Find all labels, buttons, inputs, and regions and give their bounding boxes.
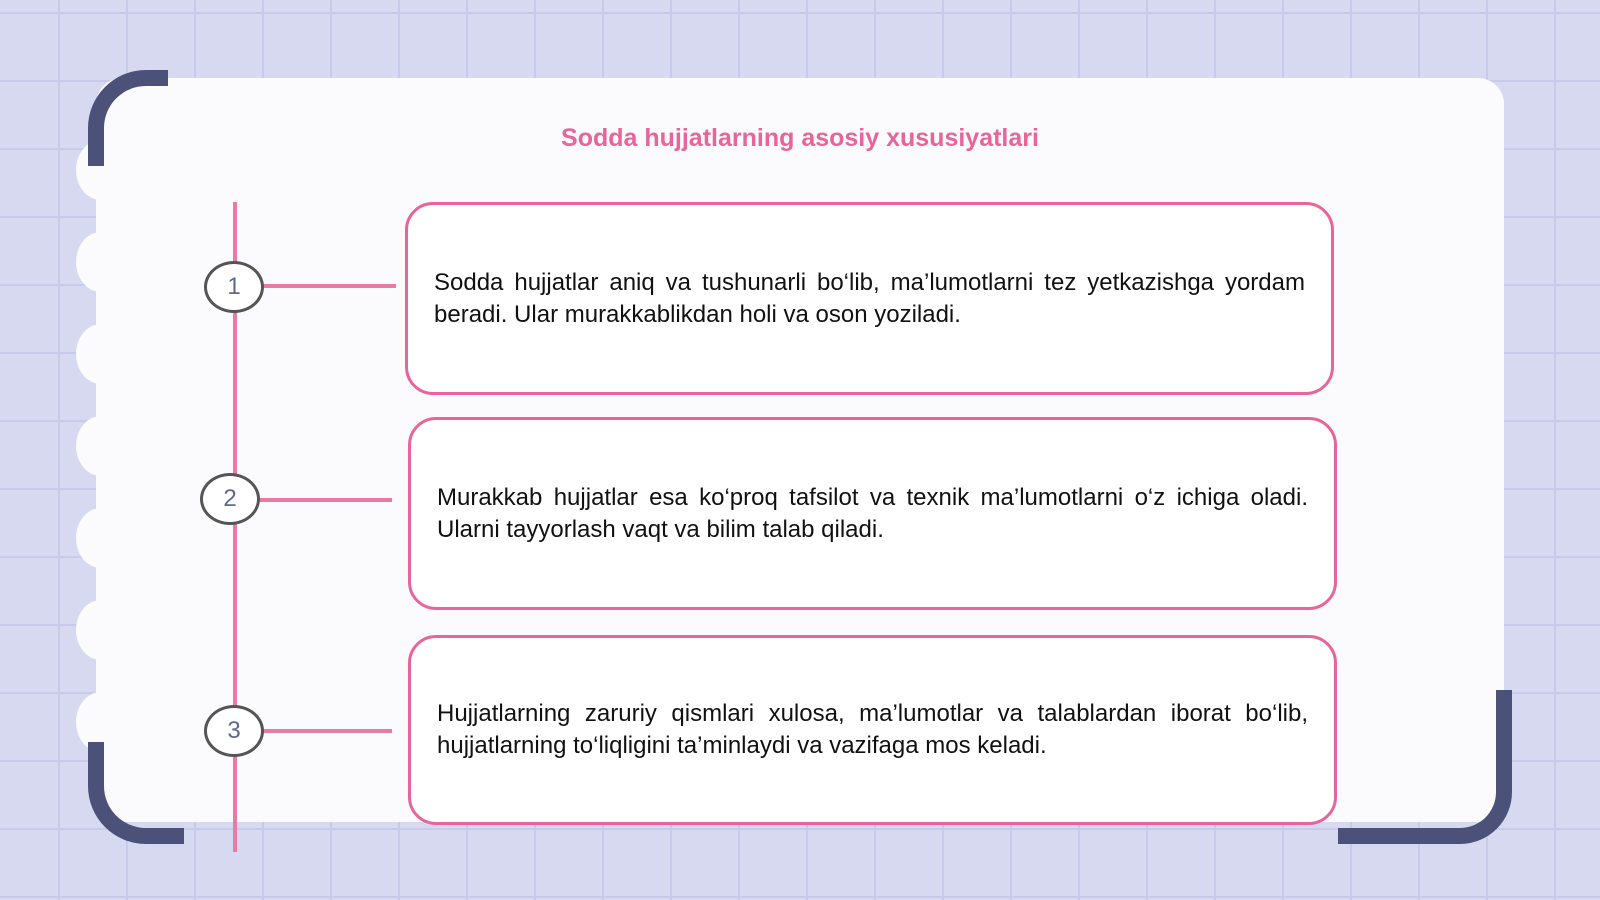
timeline-connector <box>262 729 392 733</box>
scallop-decoration <box>76 232 126 292</box>
slide-title: Sodda hujjatlarning asosiy xususiyatlari <box>561 124 1039 152</box>
step-number-2: 2 <box>200 473 260 525</box>
info-text-1: Sodda hujjatlar aniq va tushunarli bo‘lib, ma’lumotlarni tez yetkazishga yordam beradi. Ular murakkablikdan holi va oson yoziladi. <box>434 268 1305 328</box>
step-number-1: 1 <box>204 261 264 313</box>
scallop-decoration <box>76 600 126 660</box>
frame-corner-bottom-right <box>1338 690 1512 844</box>
frame-corner-bottom-left <box>88 742 184 844</box>
scallop-decoration <box>76 416 126 476</box>
info-box-2 <box>408 417 1337 610</box>
info-text-2: Murakkab hujjatlar esa ko‘proq tafsilot va texnik ma’lumotlarni o‘z ichiga oladi. Ularni tayyorlash vaqt va bilim talab qiladi. <box>437 483 1308 543</box>
info-box-1 <box>405 202 1334 395</box>
info-box-3 <box>408 635 1337 825</box>
scallop-decoration <box>76 324 126 384</box>
info-text-3: Hujjatlarning zaruriy qismlari xulosa, ma’lumotlar va talablardan iborat bo‘lib, hujjatlarning to‘liqligini ta’minlaydi va vazifaga mos keladi. <box>437 700 1308 759</box>
timeline-connector <box>260 498 392 502</box>
step-number-3: 3 <box>204 705 264 757</box>
scallop-decoration <box>76 508 126 568</box>
timeline-connector <box>262 284 396 288</box>
